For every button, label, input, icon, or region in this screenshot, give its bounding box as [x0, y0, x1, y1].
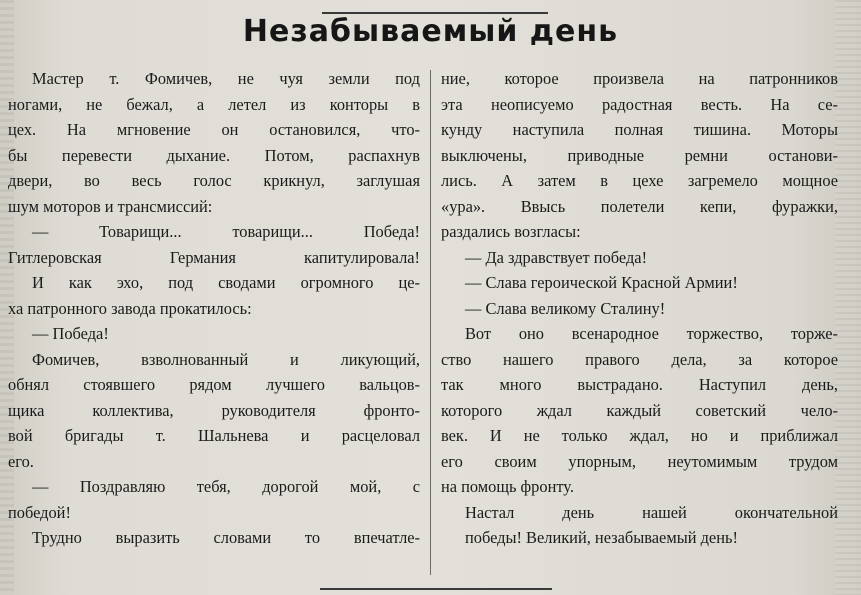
text-line: ногами, не бежал, а летел из конторы в: [8, 94, 420, 114]
text-line: — Слава героической Красной Армии!: [465, 273, 738, 292]
text-line: победы! Великий, незабываемый день!: [465, 528, 738, 547]
text-line: ние, которое произвела на патронников: [441, 69, 838, 88]
text-line: Фомичев, взволнованный и ликующий,: [32, 349, 420, 369]
column-divider: [430, 70, 431, 575]
text-line: лись. А затем в цехе загремело мощное: [441, 171, 838, 190]
text-line: на помощь фронту.: [441, 477, 574, 496]
text-line: раздались возгласы:: [441, 222, 581, 241]
adjacent-column-bleed-right: [835, 0, 861, 595]
text-line: его.: [8, 451, 34, 471]
text-line: Гитлеровская Германия капитулировала!: [8, 247, 420, 267]
right-column: [441, 66, 838, 551]
text-line: Трудно выразить словами то впечатле-: [32, 528, 420, 547]
article-headline: Незабываемый день: [242, 14, 619, 49]
text-line: — Поздравляю тебя, дорогой мой, с: [32, 477, 420, 496]
text-line: вой бригады т. Шальнева и расцеловал: [8, 426, 420, 445]
text-line: ство нашего правого дела, за которое: [441, 349, 838, 369]
text-line: обнял стоявшего рядом лучшего вальцов-: [8, 375, 420, 394]
text-line: Настал день нашей окончательной: [465, 502, 838, 522]
text-line: И как эхо, под сводами огромного це-: [32, 273, 420, 292]
text-line: ха патронного завода прокатилось:: [8, 298, 252, 318]
text-line: «ура». Ввысь полетели кепи, фуражки,: [441, 196, 838, 216]
text-line: эта неописуемо радостная весть. На се-: [441, 94, 838, 114]
text-line: Мастер т. Фомичев, не чуя земли под: [32, 69, 420, 88]
text-line: — Победа!: [32, 324, 109, 343]
text-line: которого ждал каждый советский чело-: [441, 400, 838, 420]
text-line: кунду наступила полная тишина. Моторы: [441, 120, 838, 139]
left-column: [8, 66, 420, 551]
text-line: победой!: [8, 502, 71, 522]
text-line: цех. На мгновение он остановился, что-: [8, 120, 420, 139]
bottom-rule: [320, 588, 552, 590]
text-line: — Да здравствует победа!: [465, 247, 648, 267]
text-line: двери, во весь голос крикнул, заглушая: [8, 171, 420, 190]
text-line: бы перевести дыхание. Потом, распахнув: [8, 145, 420, 165]
text-line: его своим упорным, неутомимым трудом: [441, 451, 838, 471]
text-line: век. И не только ждал, но и приближал: [441, 426, 838, 445]
text-line: Вот оно всенародное торжество, торже-: [465, 324, 838, 343]
text-line: — Слава великому Сталину!: [465, 298, 666, 318]
text-line: выключены, приводные ремни останови-: [441, 145, 838, 165]
text-line: щика коллектива, руководителя фронто-: [8, 400, 420, 420]
text-line: — Товарищи... товарищи... Победа!: [32, 222, 420, 241]
text-line: шум моторов и трансмиссий:: [8, 196, 213, 216]
text-line: так много выстрадано. Наступил день,: [441, 375, 838, 394]
